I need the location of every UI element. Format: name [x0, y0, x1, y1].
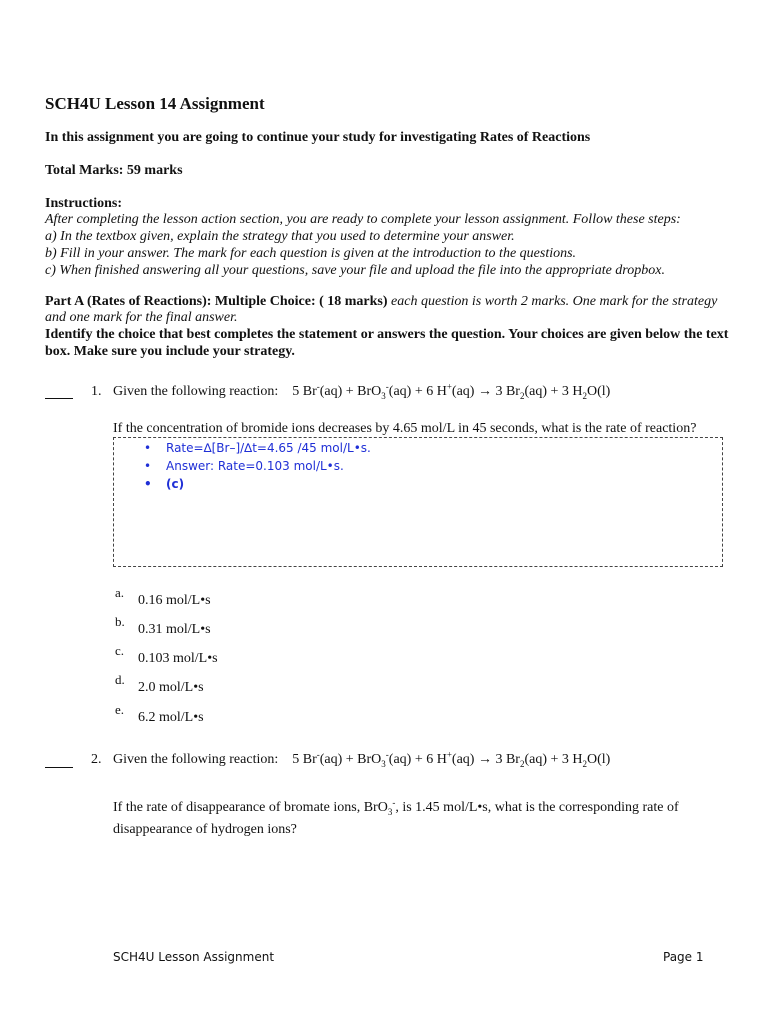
- question-number: 1.: [91, 384, 102, 399]
- page-number: Page 1: [663, 950, 704, 964]
- part-a-header: [45, 294, 735, 326]
- bullet-icon: •: [144, 459, 152, 473]
- part-a-note: each question is worth 2 marks. One mark for the strategy and one mark for the final answer.: [45, 294, 718, 325]
- option-letter: a.: [115, 585, 125, 600]
- page-title: SCH4U Lesson 14 Assignment: [45, 94, 265, 113]
- question-lead: Given the following reaction:: [113, 384, 279, 399]
- question-lead: Given the following reaction:: [113, 752, 279, 767]
- question-reaction: [113, 749, 611, 769]
- bullet-icon: •: [144, 477, 152, 491]
- question-prompt: If the rate of disappearance of bromate ions, BrO$_3$-, is 1.45 mol/L•s, what is the corresponding rate of disappearance of hydrogen ions?: [113, 797, 679, 837]
- option-letter: b.: [115, 614, 125, 629]
- instruction-line: a) In the textbox given, explain the strategy that you used to determine your answer.: [45, 229, 515, 244]
- option-value: 0.31 mol/L•s: [138, 622, 211, 637]
- instructions-heading: Instructions:: [45, 196, 123, 211]
- option-value: 0.16 mol/L•s: [138, 593, 211, 608]
- instruction-line: c) When finished answering all your questions, save your file and upload the file into the appropriate dropbox.: [45, 263, 665, 278]
- total-marks: Total Marks: 59 marks: [45, 163, 183, 178]
- reaction-equation: 5 Br-(aq) + BrO$_3$-(aq) + 6 H+(aq) → 3 $Br_2(aq) + 3$ $H_2O(l)$: [292, 381, 611, 401]
- strategy-answer-textbox[interactable]: [113, 437, 723, 567]
- identify-instructions: Identify the choice that best completes the statement or answers the question. Your choices are given below the text box. Make sure you include your strategy.: [45, 327, 729, 359]
- option-letter: d.: [115, 672, 125, 687]
- bullet-icon: •: [144, 441, 152, 455]
- option-value: 0.103 mol/L•s: [138, 651, 218, 666]
- instruction-line: After completing the lesson action section, you are ready to complete your lesson assignment. Follow these steps:: [45, 212, 681, 227]
- answer-blank[interactable]: [45, 755, 73, 768]
- intro-text: In this assignment you are going to continue your study for investigating Rates of Reactions: [45, 130, 591, 145]
- answer-line: • Answer: Rate=0.103 mol/L•s.: [144, 459, 344, 473]
- option-letter: c.: [115, 643, 125, 658]
- answer-blank[interactable]: [45, 386, 73, 399]
- instruction-line: b) Fill in your answer. The mark for each question is given at the introduction to the questions.: [45, 246, 577, 261]
- answer-line: • (c): [144, 477, 185, 491]
- option-value: 2.0 mol/L•s: [138, 680, 204, 695]
- question-number: 2.: [91, 752, 102, 767]
- question-reaction: [113, 381, 611, 401]
- question-prompt: If the concentration of bromide ions decreases by 4.65 mol/L in 45 seconds, what is the rate of reaction?: [113, 421, 697, 436]
- option-letter: e.: [115, 702, 125, 717]
- reaction-equation: 5 Br-(aq) + BrO$_3$-(aq) + 6 H+(aq) → 3 $Br_2(aq) + 3$ $H_2O(l)$: [292, 749, 611, 769]
- option-value: 6.2 mol/L•s: [138, 710, 204, 725]
- answer-line: • Rate=∆[Br–]/∆t=4.65 /45 mol/L•s.: [144, 441, 371, 455]
- footer-left: SCH4U Lesson Assignment: [113, 950, 275, 964]
- part-a-heading: Part A (Rates of Reactions): Multiple Choice: ( 18 marks): [45, 294, 388, 309]
